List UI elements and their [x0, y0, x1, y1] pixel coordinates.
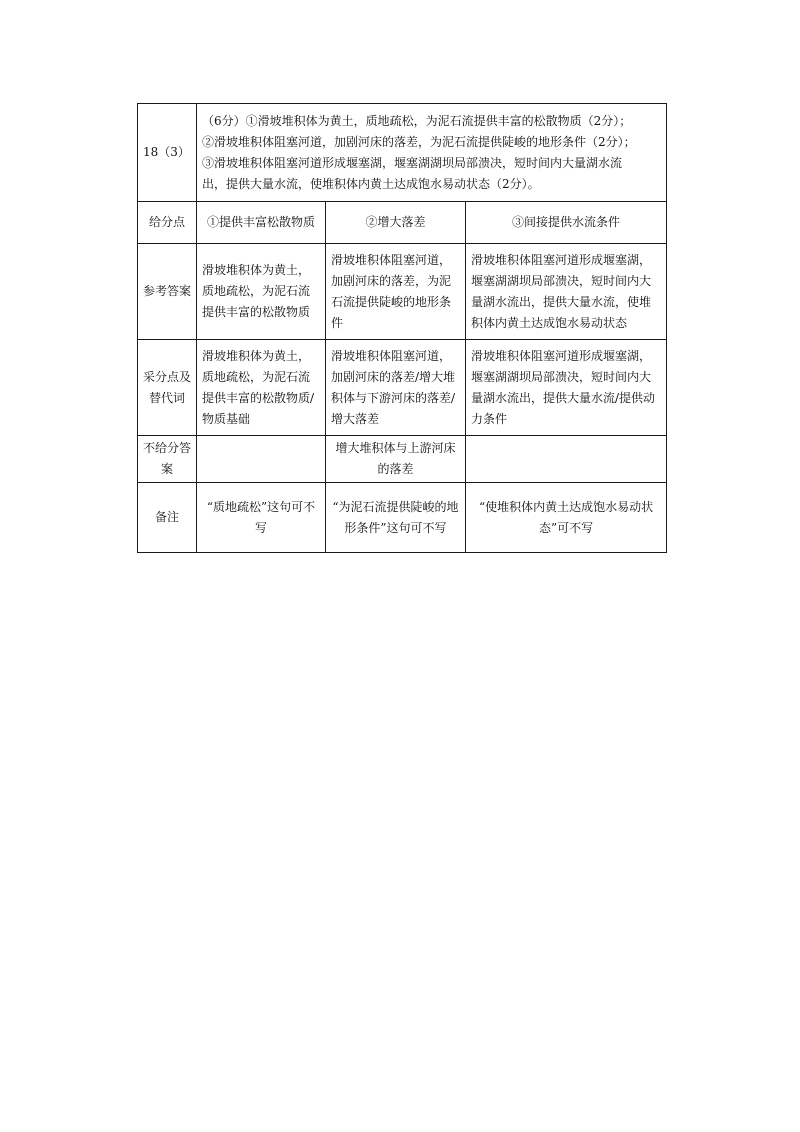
no-score-2: 增大堆积体与上游河床的落差 [326, 436, 466, 483]
answer-table [137, 103, 667, 553]
answer-line-4: 出，提供大量水流，使堆积体内黄土达成饱水易动状态（2分）。 [202, 176, 540, 191]
reference-answer-3: 滑坡堆积体阻塞河道形成堰塞湖，堰塞湖湖坝局部溃决，短时间内大量湖水流出，提供大量水流，使堆积体内黄土达成饱水易动状态 [466, 244, 667, 340]
scoring-points-label: 给分点 [138, 202, 197, 244]
answer-line-1: （6分）①滑坡堆积体为黄土，质地疏松，为泥石流提供丰富的松散物质（2分）； [202, 113, 632, 128]
scoring-point-1: ①提供丰富松散物质 [197, 202, 326, 244]
reference-answer-label: 参考答案 [138, 244, 197, 340]
no-score-label: 不给分答案 [138, 436, 197, 483]
reference-answer-1: 滑坡堆积体为黄土，质地疏松，为泥石流提供丰富的松散物质 [197, 244, 326, 340]
alternatives-2: 滑坡堆积体阻塞河道，加剧河床的落差/增大堆积体与下游河床的落差/增大落差 [326, 340, 466, 436]
scoring-point-2: ②增大落差 [326, 202, 466, 244]
reference-answer-2: 滑坡堆积体阻塞河道，加剧河床的落差，为泥石流提供陡峻的地形条件 [326, 244, 466, 340]
answer-line-2: ②滑坡堆积体阻塞河道，加剧河床的落差，为泥石流提供陡峻的地形条件（2分）； [202, 134, 636, 149]
remarks-label: 备注 [138, 483, 197, 553]
scoring-point-3: ③间接提供水流条件 [466, 202, 667, 244]
question-answer [197, 104, 667, 202]
no-score-row [138, 436, 667, 483]
no-score-1 [197, 436, 326, 483]
no-score-3 [466, 436, 667, 483]
remarks-2: “为泥石流提供陡峻的地形条件”这句可不写 [326, 483, 466, 553]
alternatives-1: 滑坡堆积体为黄土，质地疏松，为泥石流提供丰富的松散物质/物质基础 [197, 340, 326, 436]
alternatives-row [138, 340, 667, 436]
question-label: 18（3） [138, 104, 197, 202]
reference-answer-row [138, 244, 667, 340]
answer-line-3: ③滑坡堆积体阻塞河道形成堰塞湖，堰塞湖湖坝局部溃决，短时间内大量湖水流 [202, 155, 623, 170]
question-row [138, 104, 667, 202]
alternatives-label: 采分点及替代词 [138, 340, 197, 436]
remarks-1: “质地疏松”这句可不写 [197, 483, 326, 553]
alternatives-3: 滑坡堆积体阻塞河道形成堰塞湖，堰塞湖湖坝局部溃决，短时间内大量湖水流出，提供大量水流/提供动力条件 [466, 340, 667, 436]
remarks-3: “使堆积体内黄土达成饱水易动状态”可不写 [466, 483, 667, 553]
scoring-points-row [138, 202, 667, 244]
remarks-row [138, 483, 667, 553]
